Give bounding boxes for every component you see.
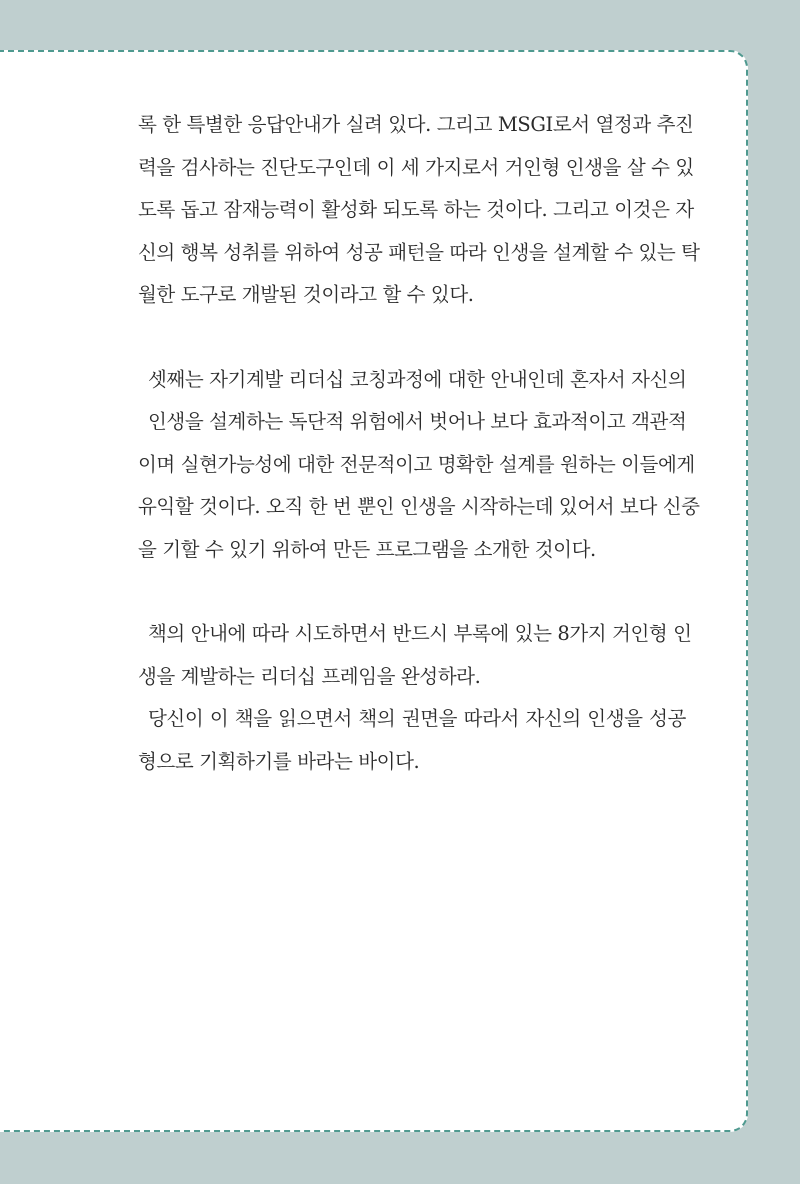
text-line: 인생을 설계하는 독단적 위험에서 벗어나 보다 효과적이고 객관적 — [148, 410, 687, 433]
paragraph-1 — [138, 104, 700, 317]
paragraph-gap — [138, 317, 686, 359]
text-line: 책의 안내에 따라 시도하면서 반드시 부록에 있는 8가지 거인형 인 — [148, 622, 692, 645]
text-line: 이며 실현가능성에 대한 전문적이고 명확한 설계를 원하는 이들에게 — [138, 452, 695, 476]
paragraph-gap — [138, 571, 686, 613]
text-line: 형으로 기획하기를 바라는 바이다. — [138, 749, 420, 773]
text-line: 도록 돕고 잠재능력이 활성화 되도록 하는 것이다. 그리고 이것은 자 — [138, 198, 694, 221]
text-line: 유익할 것이다. 오직 한 번 뿐인 인생을 시작하는데 있어서 보다 신중 — [138, 495, 700, 518]
text-line: 셋째는 자기계발 리더십 코칭과정에 대한 안내인데 혼자서 자신의 — [148, 367, 687, 391]
text-line: 당신이 이 책을 읽으면서 책의 권면을 따라서 자신의 인생을 성공 — [148, 707, 686, 730]
text-line: 월한 도구로 개발된 것이라고 할 수 있다. — [138, 283, 474, 306]
document-body — [138, 104, 700, 783]
text-line: 을 기할 수 있기 위하여 만든 프로그램을 소개한 것이다. — [138, 537, 596, 561]
text-line: 록 한 특별한 응답안내가 실려 있다. 그리고 MSGI로서 열정과 추진 — [138, 113, 694, 136]
text-line: 생을 계발하는 리더십 프레임을 완성하라. — [138, 664, 481, 688]
paragraph-3 — [138, 613, 692, 783]
paragraph-2 — [138, 359, 700, 572]
text-line: 력을 검사하는 진단도구인데 이 세 가지로서 거인형 인생을 살 수 있 — [138, 155, 694, 179]
text-line: 신의 행복 성취를 위하여 성공 패턴을 따라 인생을 설계할 수 있는 탁 — [138, 240, 700, 264]
